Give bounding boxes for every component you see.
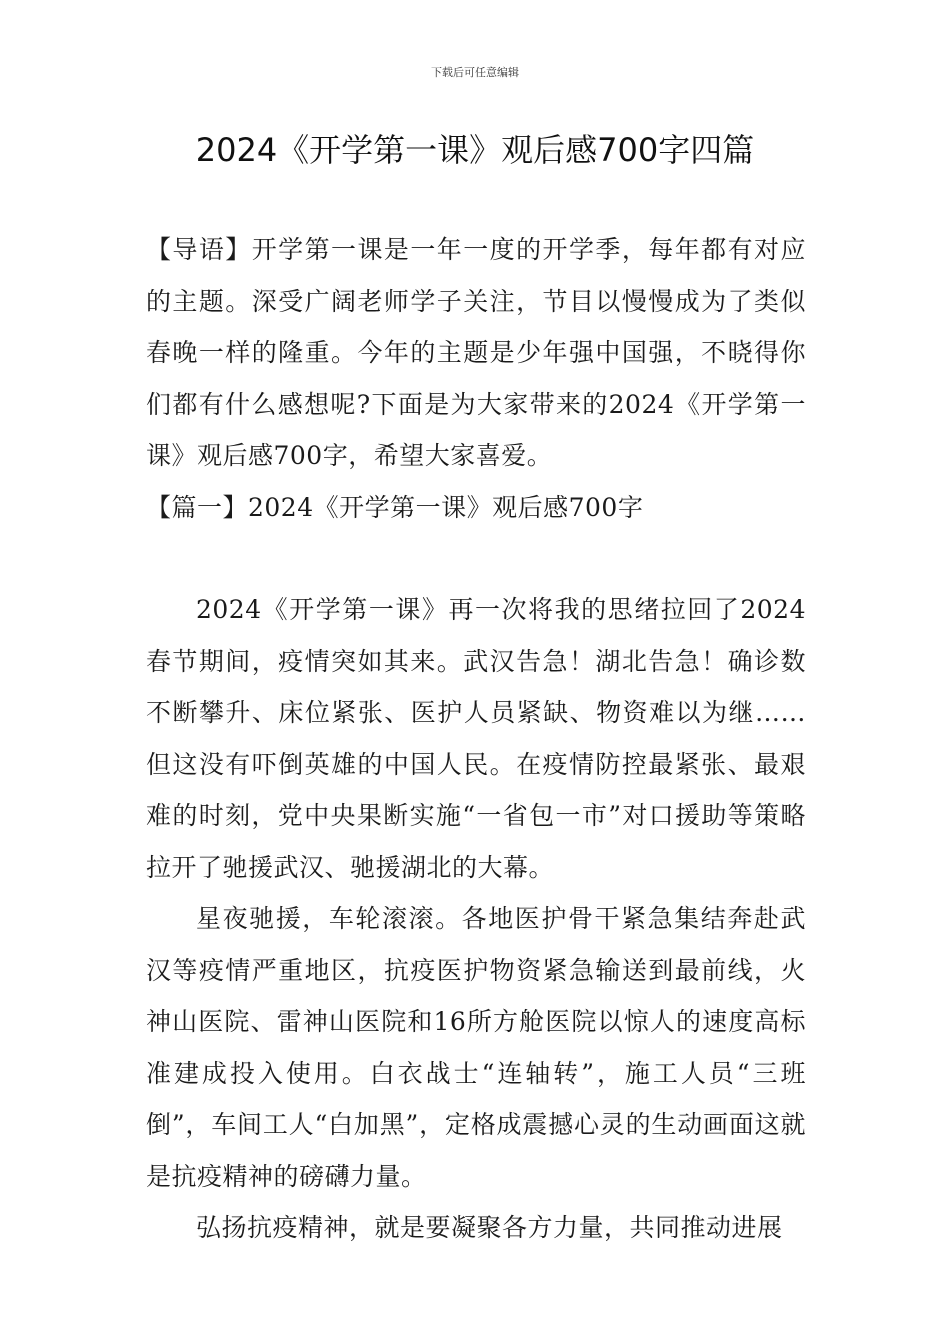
document-body <box>146 224 806 1254</box>
header-note: 下载后可任意编辑 <box>431 66 519 79</box>
body-paragraph: 2024《开学第一课》再一次将我的思绪拉回了2024春节期间，疫情突如其来。武汉告急！湖北告急！确诊数不断攀升、床位紧张、医护人员紧缺、物资难以为继……但这没有吓倒英雄的中国人民。在疫情防控最紧张、最艰难的时刻，党中央果断实施“一省包一市”对口援助等策略拉开了驰援武汉、驰援湖北的大幕。 <box>146 595 806 882</box>
body-paragraph: 星夜驰援，车轮滚滚。各地医护骨干紧急集结奔赴武汉等疫情严重地区，抗疫医护物资紧急输送到最前线，火神山医院、雷神山医院和16所方舱医院以惊人的速度高标准建成投入使用。白衣战士“连轴转”，施工人员“三班倒”，车间工人“白加黑”，定格成震撼心灵的生动画面这就是抗疫精神的磅礴力量。 <box>146 904 806 1191</box>
body-paragraph: 弘扬抗疫精神，就是要凝聚各方力量，共同推动进展 <box>196 1213 783 1242</box>
section-heading: 【篇一】2024《开学第一课》观后感700字 <box>146 492 644 522</box>
intro-paragraph: 【导语】开学第一课是一年一度的开学季，每年都有对应的主题。深受广阔老师学子关注，节目以慢慢成为了类似春晚一样的隆重。今年的主题是少年强中国强，不晓得你们都有什么感想呢?下面是为大家带来的2024《开学第一课》观后感700字，希望大家喜爱。 <box>146 235 806 470</box>
document-title: 2024《开学第一课》观后感700字四篇 <box>195 131 755 169</box>
